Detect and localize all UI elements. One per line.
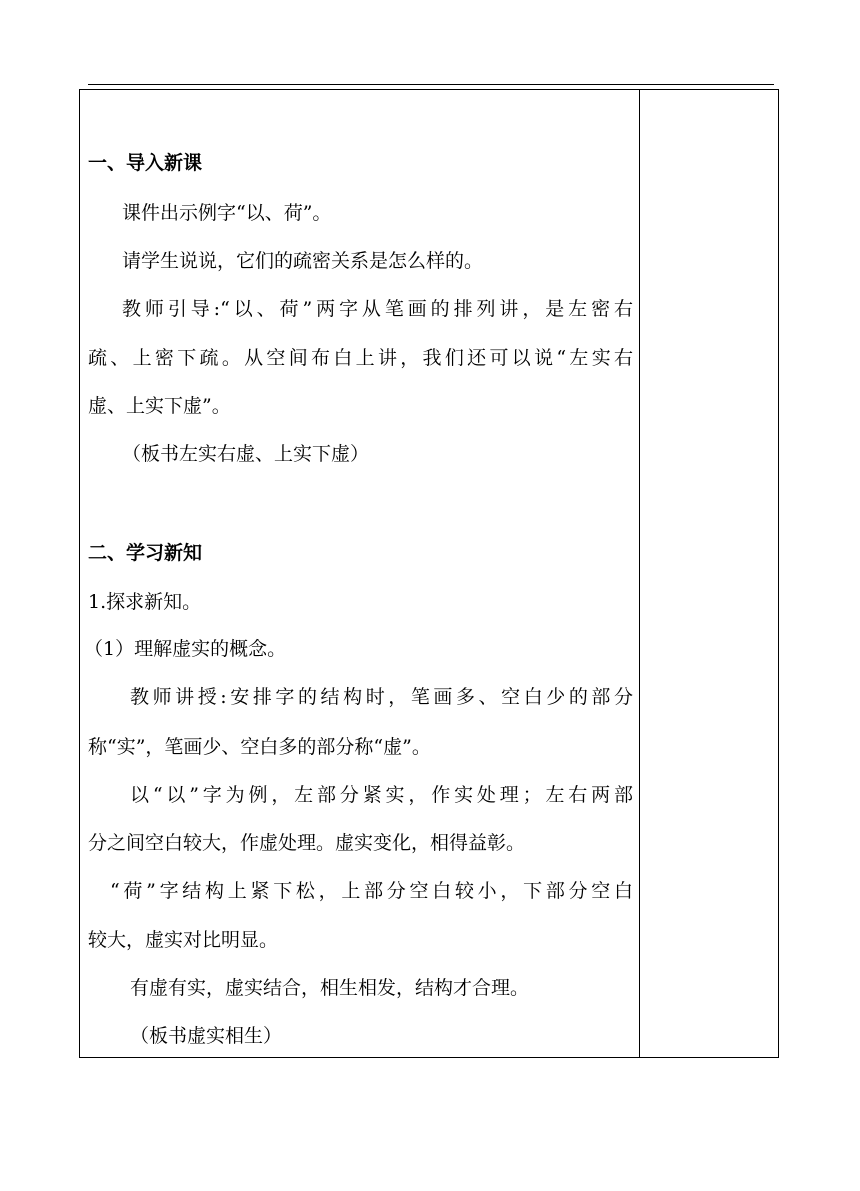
paragraph-teacher-guide-line2: 疏、上密下疏。从空间布白上讲，我们还可以说“左实右 <box>88 347 633 369</box>
paragraph-summary: 有虚有实，虚实结合，相生相发，结构才合理。 <box>130 977 530 999</box>
notes-column-cell <box>640 90 778 1057</box>
paragraph-teacher-guide-line1: 教师引导:“以、荷”两字从笔画的排列讲，是左密右 <box>122 298 633 320</box>
paragraph-example-yi-line1: 以“以”字为例，左部分紧实，作实处理；左右两部 <box>130 784 633 806</box>
section-heading-intro: 一、导入新课 <box>88 152 203 174</box>
list-item-explore: 1.探求新知。 <box>88 591 202 613</box>
paragraph-lecture-line2: 称“实”，笔画少、空白多的部分称“虚”。 <box>88 736 431 758</box>
list-subitem-concept: （1）理解虚实的概念。 <box>84 638 287 660</box>
paragraph-example-he-line1: “荷”字结构上紧下松，上部分空白较小，下部分空白 <box>110 880 633 902</box>
board-note-2: （板书虚实相生） <box>130 1025 283 1047</box>
board-note-1: （板书左实右虚、上实下虚） <box>122 443 370 465</box>
paragraph-question: 请学生说说，它们的疏密关系是怎么样的。 <box>122 250 484 272</box>
header-rule <box>88 84 774 85</box>
paragraph-lecture-line1: 教师讲授:安排字的结构时，笔画多、空白少的部分 <box>130 686 633 708</box>
paragraph-example-yi-line2: 分之间空白较大，作虚处理。虚实变化，相得益彰。 <box>88 832 526 854</box>
paragraph-courseware: 课件出示例字“以、荷”。 <box>122 202 332 224</box>
section-heading-new-knowledge: 二、学习新知 <box>88 542 203 564</box>
paragraph-example-he-line2: 较大，虚实对比明显。 <box>88 929 279 951</box>
paragraph-teacher-guide-line3: 虚、上实下虚”。 <box>88 395 231 417</box>
